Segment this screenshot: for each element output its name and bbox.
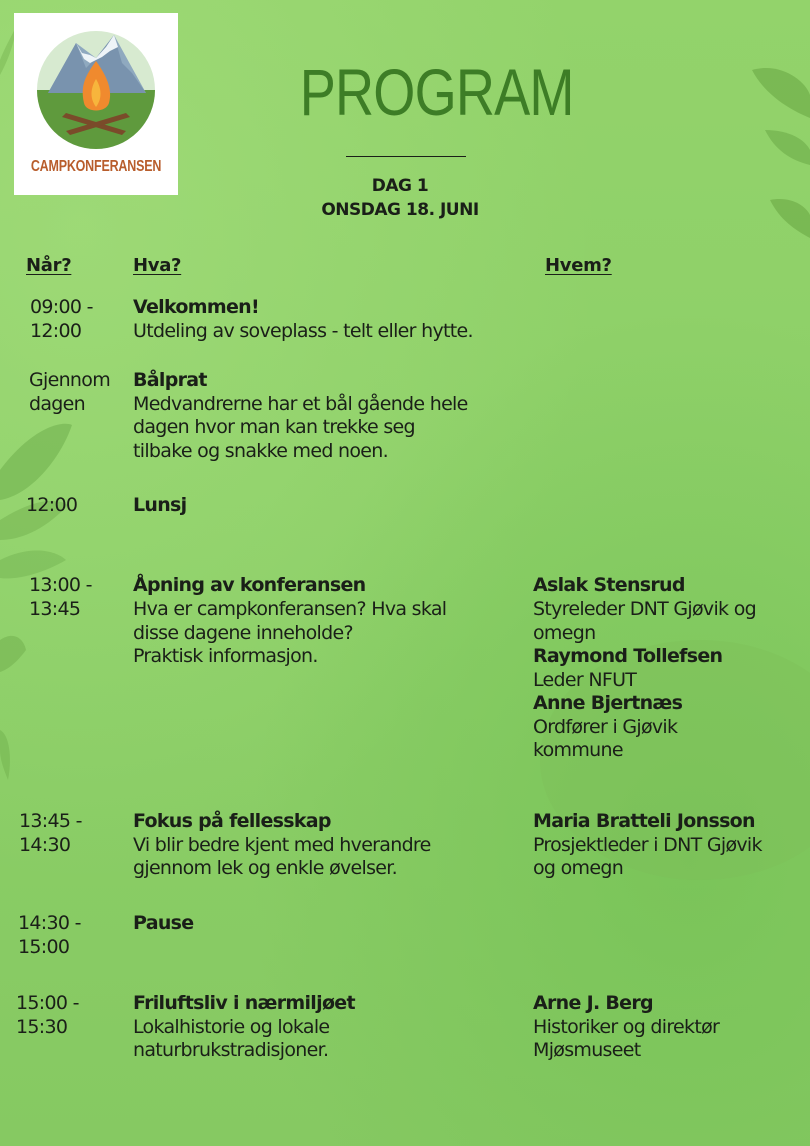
item-time-start: Gjennom — [29, 369, 111, 391]
item-title: Lunsj — [133, 494, 187, 516]
speaker-role: Styreleder DNT Gjøvik og — [533, 598, 756, 620]
item-title: Bålprat — [133, 369, 207, 391]
speaker-role: Prosjektleder i DNT Gjøvik — [533, 834, 762, 856]
item-description: Praktisk informasjon. — [133, 645, 318, 667]
speaker-role: og omegn — [533, 857, 624, 879]
column-header-who: Hvem? — [545, 255, 612, 276]
speaker-name: Arne J. Berg — [533, 992, 653, 1014]
item-time-end: dagen — [29, 393, 85, 415]
item-title: Velkommen! — [133, 296, 259, 318]
item-title: Pause — [133, 912, 194, 934]
speaker-role: Historiker og direktør — [533, 1016, 720, 1038]
page-title: PROGRAM — [299, 55, 574, 129]
item-time-start: 15:00 - — [16, 992, 79, 1014]
item-description: Hva er campkonferansen? Hva skal — [133, 598, 447, 620]
speaker-name: Raymond Tollefsen — [533, 645, 723, 667]
item-title: Fokus på fellesskap — [133, 810, 331, 832]
item-time-end: 13:45 — [29, 598, 81, 620]
title-divider — [346, 156, 466, 157]
speaker-role: kommune — [533, 739, 623, 761]
speaker-name: Aslak Stensrud — [533, 574, 685, 596]
item-time-start: 12:00 — [26, 494, 78, 516]
item-description: Utdeling av soveplass - telt eller hytte. — [133, 320, 473, 342]
item-description: naturbrukstradisjoner. — [133, 1039, 329, 1061]
column-header-when: Når? — [26, 255, 72, 276]
item-time-end: 12:00 — [30, 320, 82, 342]
speaker-name: Maria Bratteli Jonsson — [533, 810, 755, 832]
logo — [14, 13, 178, 195]
item-description: Medvandrerne har et bål gående hele — [133, 393, 468, 415]
item-time-end: 15:00 — [18, 936, 70, 958]
logo-text: CAMPKONFERANSEN — [30, 157, 162, 175]
speaker-role: Leder NFUT — [533, 669, 637, 691]
item-time-end: 14:30 — [19, 834, 71, 856]
item-description: disse dagene inneholde? — [133, 622, 353, 644]
speaker-name: Anne Bjertnæs — [533, 692, 683, 714]
item-time-end: 15:30 — [16, 1016, 68, 1038]
item-description: tilbake og snakke med noen. — [133, 440, 388, 462]
item-time-start: 14:30 - — [18, 912, 81, 934]
speaker-role: Mjøsmuseet — [533, 1039, 641, 1061]
speaker-role: omegn — [533, 622, 596, 644]
column-header-what: Hva? — [133, 255, 182, 276]
date-label: ONSDAG 18. JUNI — [321, 200, 479, 220]
item-description: Lokalhistorie og lokale — [133, 1016, 330, 1038]
item-description: dagen hvor man kan trekke seg — [133, 416, 415, 438]
item-description: Vi blir bedre kjent med hverandre — [133, 834, 431, 856]
item-time-start: 09:00 - — [30, 296, 93, 318]
day-label: DAG 1 — [371, 176, 429, 196]
item-description: gjennom lek og enkle øvelser. — [133, 857, 397, 879]
item-time-start: 13:00 - — [29, 574, 92, 596]
item-time-start: 13:45 - — [19, 810, 82, 832]
speaker-role: Ordfører i Gjøvik — [533, 716, 678, 738]
item-title: Friluftsliv i nærmiljøet — [133, 992, 355, 1014]
item-title: Åpning av konferansen — [133, 574, 366, 596]
